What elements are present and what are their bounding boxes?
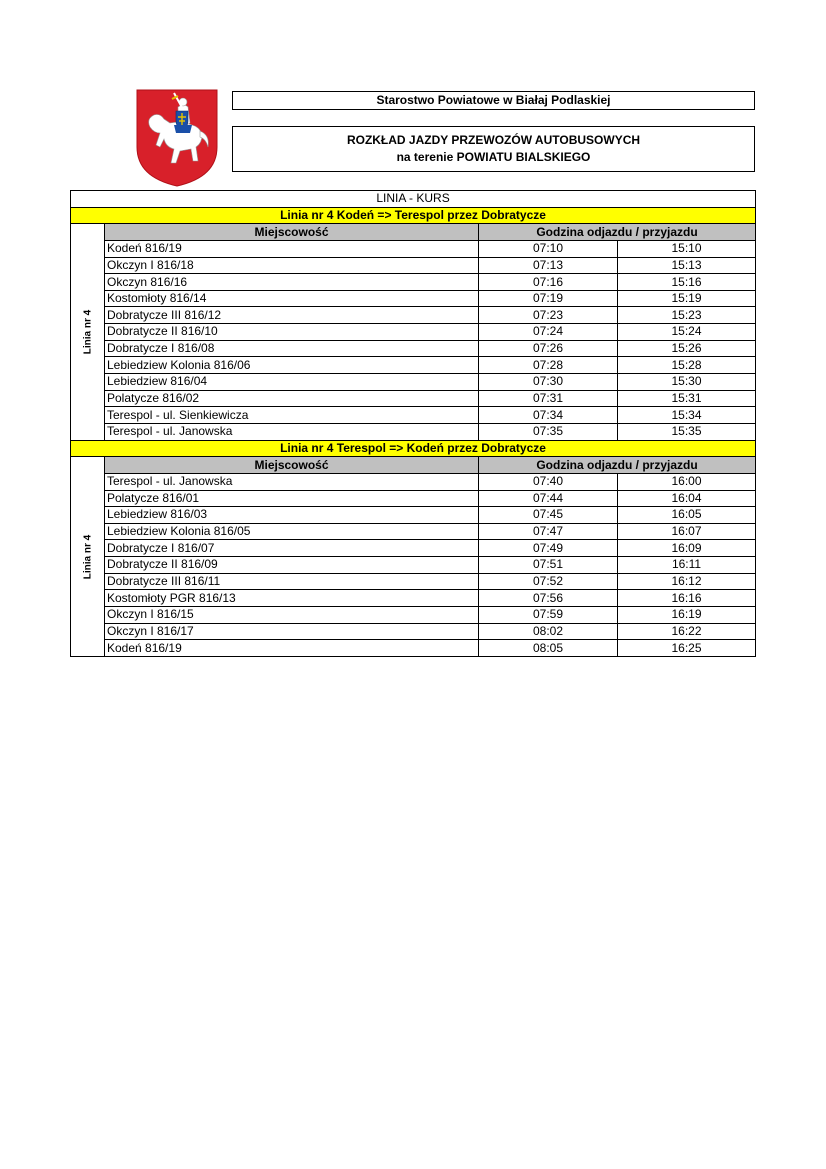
- time-afternoon: 15:26: [618, 340, 756, 357]
- stop-name: Polatycze 816/02: [105, 390, 479, 407]
- time-afternoon: 16:12: [618, 573, 756, 590]
- time-afternoon: 16:22: [618, 623, 756, 640]
- stop-name: Terespol - ul. Janowska: [105, 473, 479, 490]
- time-afternoon: 16:16: [618, 590, 756, 607]
- column-header-row: [71, 457, 756, 474]
- stop-name: Kostomłoty PGR 816/13: [105, 590, 479, 607]
- time-afternoon: 15:35: [618, 423, 756, 440]
- table-row: [71, 357, 756, 374]
- coat-of-arms-icon: [136, 89, 218, 187]
- stop-name: Okczyn I 816/17: [105, 623, 479, 640]
- time-afternoon: 15:10: [618, 240, 756, 257]
- line-label: Linia nr 4: [82, 534, 93, 579]
- line-label: Linia nr 4: [82, 309, 93, 355]
- table-row: [71, 374, 756, 391]
- line-side-label: [71, 224, 105, 440]
- kurs-header-row: [71, 191, 756, 208]
- time-morning: 07:31: [479, 390, 618, 407]
- stop-name: Okczyn I 816/18: [105, 257, 479, 274]
- column-header-times: Godzina odjazdu / przyjazdu: [479, 457, 756, 474]
- time-morning: 07:34: [479, 407, 618, 424]
- stop-name: Dobratycze III 816/12: [105, 307, 479, 324]
- time-morning: 07:56: [479, 590, 618, 607]
- time-morning: 07:59: [479, 607, 618, 624]
- stop-name: Lebiedziew Kolonia 816/06: [105, 357, 479, 374]
- office-name: Starostwo Powiatowe w Białaj Podlaskiej: [376, 93, 611, 107]
- kurs-label: LINIA - KURS: [71, 191, 756, 208]
- time-afternoon: 15:16: [618, 274, 756, 291]
- table-row: [71, 490, 756, 507]
- time-afternoon: 16:05: [618, 507, 756, 524]
- time-afternoon: 15:13: [618, 257, 756, 274]
- stop-name: Terespol - ul. Sienkiewicza: [105, 407, 479, 424]
- time-afternoon: 15:23: [618, 307, 756, 324]
- time-afternoon: 15:34: [618, 407, 756, 424]
- table-row: [71, 390, 756, 407]
- stop-name: Dobratycze II 816/09: [105, 557, 479, 574]
- timetable: [70, 190, 756, 657]
- time-morning: 07:13: [479, 257, 618, 274]
- table-row: [71, 324, 756, 341]
- time-morning: 07:49: [479, 540, 618, 557]
- time-afternoon: 16:11: [618, 557, 756, 574]
- stop-name: Lebiedziew 816/03: [105, 507, 479, 524]
- stop-name: Polatycze 816/01: [105, 490, 479, 507]
- time-morning: 07:40: [479, 473, 618, 490]
- time-morning: 07:23: [479, 307, 618, 324]
- table-row: [71, 340, 756, 357]
- time-afternoon: 16:09: [618, 540, 756, 557]
- table-row: [71, 507, 756, 524]
- stop-name: Kodeń 816/19: [105, 640, 479, 657]
- time-morning: 07:19: [479, 290, 618, 307]
- table-row: [71, 290, 756, 307]
- time-afternoon: 15:24: [618, 324, 756, 341]
- column-header-place: Miejscowość: [105, 224, 479, 241]
- stop-name: Dobratycze II 816/10: [105, 324, 479, 341]
- time-afternoon: 15:31: [618, 390, 756, 407]
- stop-name: Lebiedziew 816/04: [105, 374, 479, 391]
- time-morning: 07:51: [479, 557, 618, 574]
- time-morning: 07:47: [479, 523, 618, 540]
- line-side-label: [71, 457, 105, 657]
- table-row: [71, 590, 756, 607]
- time-morning: 07:30: [479, 374, 618, 391]
- route-row: [71, 207, 756, 224]
- route-title: Linia nr 4 Kodeń => Terespol przez Dobratycze: [71, 207, 756, 224]
- time-morning: 08:05: [479, 640, 618, 657]
- time-morning: 07:26: [479, 340, 618, 357]
- stop-name: Kodeń 816/19: [105, 240, 479, 257]
- stop-name: Dobratycze I 816/07: [105, 540, 479, 557]
- time-morning: 07:28: [479, 357, 618, 374]
- table-row: [71, 607, 756, 624]
- route-row: [71, 440, 756, 457]
- table-row: [71, 407, 756, 424]
- stop-name: Lebiedziew Kolonia 816/05: [105, 523, 479, 540]
- document-title: ROZKŁAD JAZDY PRZEWOZÓW AUTOBUSOWYCH: [346, 133, 641, 147]
- time-afternoon: 15:30: [618, 374, 756, 391]
- route-title: Linia nr 4 Terespol => Kodeń przez Dobratycze: [71, 440, 756, 457]
- time-morning: 07:10: [479, 240, 618, 257]
- stop-name: Dobratycze III 816/11: [105, 573, 479, 590]
- stop-name: Okczyn I 816/15: [105, 607, 479, 624]
- time-morning: 07:52: [479, 573, 618, 590]
- table-row: [71, 274, 756, 291]
- time-morning: 07:16: [479, 274, 618, 291]
- table-row: [71, 423, 756, 440]
- stop-name: Kostomłoty 816/14: [105, 290, 479, 307]
- document-subtitle: na terenie POWIATU BIALSKIEGO: [396, 150, 591, 164]
- stop-name: Okczyn 816/16: [105, 274, 479, 291]
- time-morning: 07:24: [479, 324, 618, 341]
- table-row: [71, 523, 756, 540]
- time-afternoon: 16:00: [618, 473, 756, 490]
- stop-name: Terespol - ul. Janowska: [105, 423, 479, 440]
- document-heading-box: [232, 126, 755, 172]
- time-afternoon: 16:25: [618, 640, 756, 657]
- time-afternoon: 16:19: [618, 607, 756, 624]
- table-row: [71, 240, 756, 257]
- table-row: [71, 557, 756, 574]
- table-row: [71, 540, 756, 557]
- table-row: [71, 623, 756, 640]
- stop-name: Dobratycze I 816/08: [105, 340, 479, 357]
- column-header-place: Miejscowość: [105, 457, 479, 474]
- time-afternoon: 16:04: [618, 490, 756, 507]
- time-morning: 07:35: [479, 423, 618, 440]
- table-row: [71, 257, 756, 274]
- time-afternoon: 16:07: [618, 523, 756, 540]
- table-row: [71, 640, 756, 657]
- time-morning: 07:44: [479, 490, 618, 507]
- time-morning: 08:02: [479, 623, 618, 640]
- office-title-box: [232, 91, 755, 110]
- column-header-row: [71, 224, 756, 241]
- column-header-times: Godzina odjazdu / przyjazdu: [479, 224, 756, 241]
- table-row: [71, 573, 756, 590]
- time-afternoon: 15:19: [618, 290, 756, 307]
- table-row: [71, 473, 756, 490]
- table-row: [71, 307, 756, 324]
- time-afternoon: 15:28: [618, 357, 756, 374]
- time-morning: 07:45: [479, 507, 618, 524]
